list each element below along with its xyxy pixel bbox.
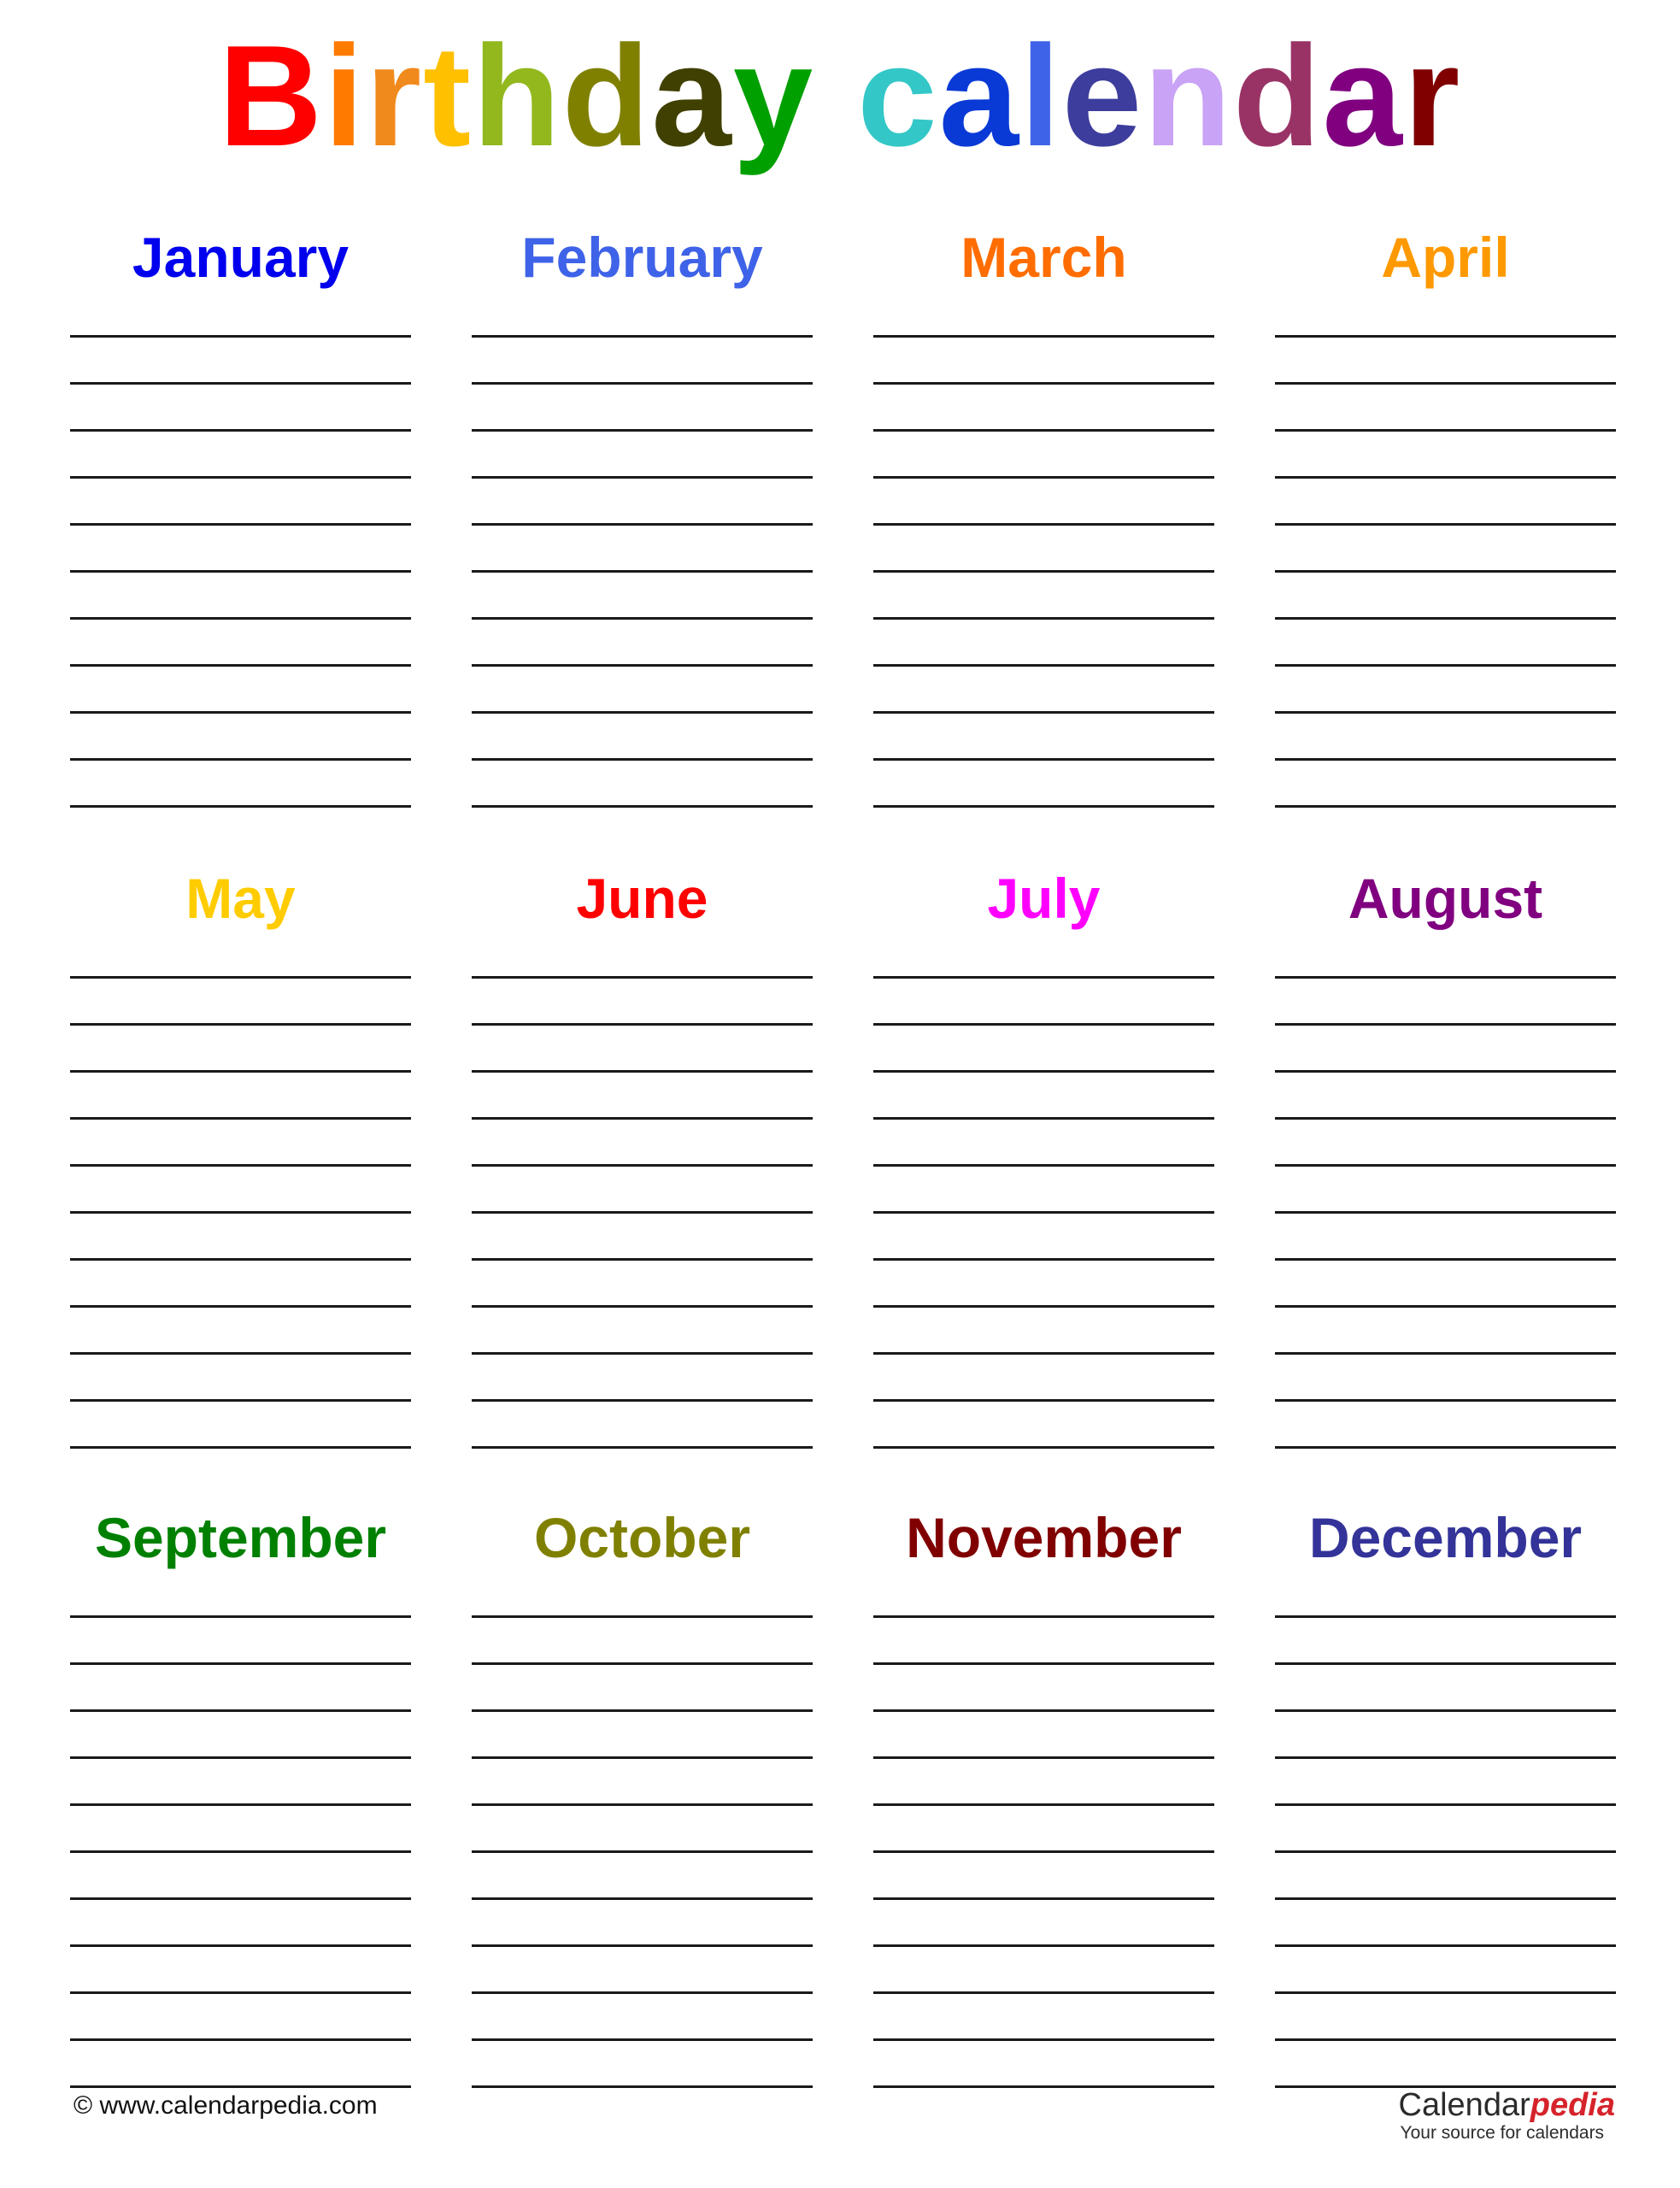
entry-line[interactable] — [1275, 1352, 1616, 1355]
title-letter: B — [218, 15, 325, 176]
entry-line[interactable] — [873, 664, 1214, 667]
entry-line[interactable] — [472, 1352, 813, 1355]
entry-line[interactable] — [70, 476, 411, 479]
entry-line[interactable] — [472, 1258, 813, 1261]
entry-line[interactable] — [70, 805, 411, 808]
month-name: August — [1348, 867, 1543, 930]
month-name: October — [533, 1506, 751, 1569]
entry-line[interactable] — [70, 664, 411, 667]
entry-line[interactable] — [1275, 570, 1616, 573]
brand-name — [1399, 2089, 1615, 2123]
entry-line[interactable] — [472, 476, 813, 479]
entry-line[interactable] — [1275, 1662, 1616, 1665]
entry-line[interactable] — [70, 570, 411, 573]
entry-line[interactable] — [1275, 1756, 1616, 1759]
entry-line[interactable] — [1275, 805, 1616, 808]
month-name: April — [1381, 226, 1510, 289]
entry-line[interactable] — [1275, 617, 1616, 620]
brand-tagline: Your source for calendars — [1400, 2122, 1605, 2143]
title-letter: y — [732, 15, 815, 176]
entry-line[interactable] — [1275, 1803, 1616, 1806]
brand-logo — [1399, 2089, 1615, 2143]
entry-line[interactable] — [70, 1446, 411, 1449]
entry-line[interactable] — [70, 335, 411, 338]
copyright-text: © www.calendarpedia.com — [73, 2091, 378, 2120]
entry-line[interactable] — [472, 1756, 813, 1759]
title-letter: e — [1061, 15, 1144, 176]
entry-line[interactable] — [873, 1305, 1214, 1308]
entry-line[interactable] — [1275, 1164, 1616, 1167]
entry-line[interactable] — [472, 976, 813, 979]
entry-line[interactable] — [472, 570, 813, 573]
entry-line[interactable] — [873, 1615, 1214, 1618]
entry-line[interactable] — [873, 711, 1214, 714]
page-title — [0, 15, 1680, 176]
entry-line[interactable] — [70, 617, 411, 620]
entry-line[interactable] — [70, 1897, 411, 1900]
month-name: March — [960, 226, 1127, 289]
entry-line[interactable] — [873, 1211, 1214, 1214]
entry-line[interactable] — [1275, 1258, 1616, 1261]
entry-line[interactable] — [1275, 1615, 1616, 1618]
entry-line[interactable] — [472, 1944, 813, 1947]
entry-line[interactable] — [873, 758, 1214, 761]
entry-line[interactable] — [873, 1897, 1214, 1900]
entry-line[interactable] — [1275, 1897, 1616, 1900]
title-letter: i — [324, 15, 366, 176]
entry-line[interactable] — [70, 1305, 411, 1308]
entry-line[interactable] — [873, 617, 1214, 620]
entry-line[interactable] — [1275, 1446, 1616, 1449]
entry-line[interactable] — [472, 1897, 813, 1900]
entry-line[interactable] — [1275, 664, 1616, 667]
entry-line[interactable] — [70, 523, 411, 526]
entry-line[interactable] — [70, 1850, 411, 1853]
entry-line[interactable] — [472, 1070, 813, 1073]
entry-line[interactable] — [1275, 1070, 1616, 1073]
month-name: February — [521, 226, 763, 289]
entry-line[interactable] — [1275, 711, 1616, 714]
entry-line[interactable] — [70, 711, 411, 714]
entry-line[interactable] — [472, 805, 813, 808]
entry-line[interactable] — [472, 1211, 813, 1214]
month-name: May — [185, 867, 296, 930]
entry-line[interactable] — [1275, 1850, 1616, 1853]
entry-line[interactable] — [873, 1944, 1214, 1947]
entry-line[interactable] — [472, 711, 813, 714]
month-name: June — [576, 867, 708, 930]
entry-line[interactable] — [1275, 523, 1616, 526]
title-letter: n — [1143, 15, 1233, 176]
entry-line[interactable] — [70, 2038, 411, 2041]
title-letter: r — [1403, 15, 1462, 176]
entry-line[interactable] — [1275, 1211, 1616, 1214]
entry-line[interactable] — [1275, 1709, 1616, 1712]
entry-line[interactable] — [70, 1399, 411, 1402]
entry-line[interactable] — [1275, 976, 1616, 979]
title-letter: a — [651, 15, 733, 176]
entry-line[interactable] — [472, 335, 813, 338]
entry-line[interactable] — [472, 523, 813, 526]
title-letter: c — [857, 15, 939, 176]
entry-line[interactable] — [873, 2038, 1214, 2041]
entry-line[interactable] — [1275, 1117, 1616, 1120]
entry-line[interactable] — [1275, 1944, 1616, 1947]
entry-line[interactable] — [1275, 382, 1616, 385]
entry-line[interactable] — [70, 1117, 411, 1120]
entry-line[interactable] — [472, 1803, 813, 1806]
entry-line[interactable] — [70, 1164, 411, 1167]
entry-line[interactable] — [873, 805, 1214, 808]
entry-line[interactable] — [472, 1446, 813, 1449]
title-letter: r — [365, 15, 424, 176]
entry-line[interactable] — [1275, 2038, 1616, 2041]
entry-line[interactable] — [70, 1944, 411, 1947]
entry-line[interactable] — [1275, 1023, 1616, 1026]
entry-line[interactable] — [873, 1399, 1214, 1402]
entry-line[interactable] — [472, 664, 813, 667]
entry-line[interactable] — [472, 617, 813, 620]
title-letter: a — [1322, 15, 1404, 176]
entry-line[interactable] — [1275, 1991, 1616, 1994]
month-name: September — [94, 1506, 387, 1569]
entry-line[interactable] — [873, 570, 1214, 573]
title-space — [814, 24, 857, 168]
month-name: July — [987, 867, 1101, 930]
entry-line[interactable] — [472, 1023, 813, 1026]
entry-line[interactable] — [472, 1305, 813, 1308]
entry-line[interactable] — [873, 1023, 1214, 1026]
month-name: January — [132, 226, 350, 289]
title-letter: l — [1020, 15, 1062, 176]
month-name: December — [1308, 1506, 1583, 1569]
entry-line[interactable] — [873, 976, 1214, 979]
entry-line[interactable] — [70, 1211, 411, 1214]
entry-line[interactable] — [472, 1399, 813, 1402]
title-letter: d — [1232, 15, 1323, 176]
entry-line[interactable] — [70, 429, 411, 432]
title-letter: t — [423, 15, 473, 176]
entry-line[interactable] — [472, 1117, 813, 1120]
entry-line[interactable] — [472, 1164, 813, 1167]
entry-line[interactable] — [873, 523, 1214, 526]
entry-line[interactable] — [873, 1258, 1214, 1261]
entry-line[interactable] — [70, 1258, 411, 1261]
entry-line[interactable] — [70, 1352, 411, 1355]
entry-line[interactable] — [873, 382, 1214, 385]
entry-line[interactable] — [70, 382, 411, 385]
entry-line[interactable] — [70, 1070, 411, 1073]
title-letter: d — [561, 15, 652, 176]
entry-line[interactable] — [1275, 476, 1616, 479]
entry-line[interactable] — [873, 1070, 1214, 1073]
entry-line[interactable] — [873, 1164, 1214, 1167]
entry-line[interactable] — [472, 758, 813, 761]
entry-line[interactable] — [873, 1662, 1214, 1665]
entry-line[interactable] — [873, 2085, 1214, 2088]
entry-line[interactable] — [1275, 429, 1616, 432]
entry-line[interactable] — [70, 1991, 411, 1994]
entry-line[interactable] — [1275, 335, 1616, 338]
title-letter: a — [938, 15, 1021, 176]
entry-line[interactable] — [873, 1991, 1214, 1994]
entry-line[interactable] — [472, 1709, 813, 1712]
entry-line[interactable] — [873, 1117, 1214, 1120]
entry-line[interactable] — [472, 1850, 813, 1853]
entry-line[interactable] — [472, 382, 813, 385]
entry-line[interactable] — [70, 1662, 411, 1665]
entry-line[interactable] — [873, 1446, 1214, 1449]
brand-prefix: Calendar — [1398, 2087, 1530, 2123]
entry-line[interactable] — [70, 1709, 411, 1712]
entry-line[interactable] — [70, 2085, 411, 2088]
entry-line[interactable] — [472, 1662, 813, 1665]
entry-line[interactable] — [70, 1615, 411, 1618]
entry-line[interactable] — [1275, 1305, 1616, 1308]
entry-line[interactable] — [1275, 758, 1616, 761]
entry-line[interactable] — [873, 476, 1214, 479]
title-letter: h — [473, 15, 562, 176]
entry-line[interactable] — [873, 335, 1214, 338]
entry-line[interactable] — [873, 1803, 1214, 1806]
entry-line[interactable] — [873, 1756, 1214, 1759]
month-name: November — [906, 1506, 1182, 1569]
entry-line[interactable] — [873, 1850, 1214, 1853]
entry-line[interactable] — [70, 758, 411, 761]
entry-line[interactable] — [70, 1023, 411, 1026]
entry-line[interactable] — [472, 2085, 813, 2088]
entry-line[interactable] — [1275, 1399, 1616, 1402]
entry-line[interactable] — [472, 429, 813, 432]
brand-suffix: pedia — [1530, 2087, 1615, 2123]
entry-line[interactable] — [70, 976, 411, 979]
entry-line[interactable] — [472, 1615, 813, 1618]
entry-line[interactable] — [873, 1352, 1214, 1355]
entry-line[interactable] — [873, 1709, 1214, 1712]
entry-line[interactable] — [472, 1991, 813, 1994]
entry-line[interactable] — [472, 2038, 813, 2041]
entry-line[interactable] — [70, 1803, 411, 1806]
entry-line[interactable] — [70, 1756, 411, 1759]
entry-line[interactable] — [873, 429, 1214, 432]
